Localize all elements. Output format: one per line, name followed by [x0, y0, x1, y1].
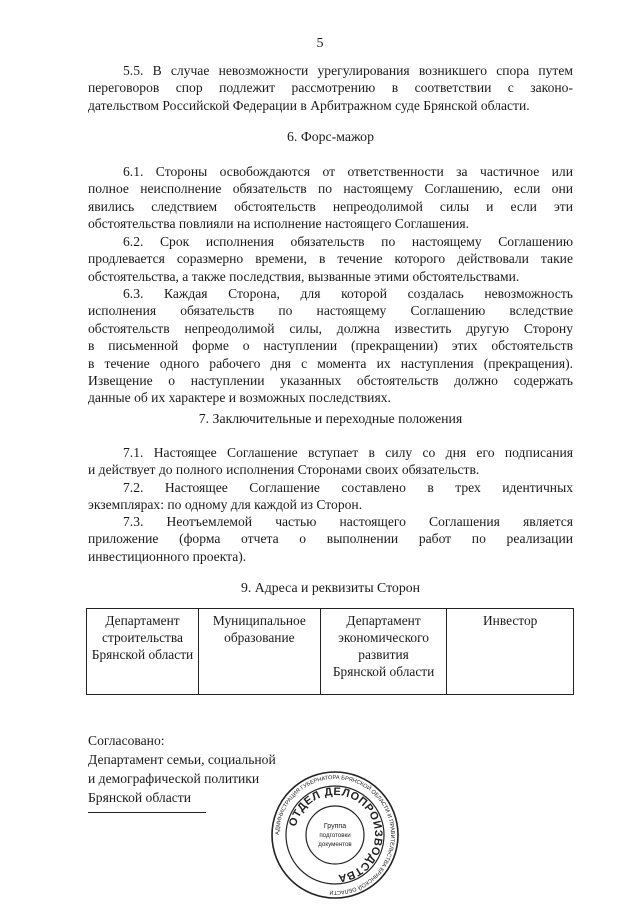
official-stamp: [270, 770, 400, 900]
cell-line: Брянской области: [332, 664, 435, 679]
approval-line: и демографической политики: [88, 771, 260, 786]
section-heading-7: 7. Заключительные и переходные положения: [198, 411, 463, 426]
cell-line: Инвестор: [482, 613, 538, 628]
clause-line: 6.3. Каждая Сторона, для которой создалась невозможность: [123, 286, 573, 301]
clause-line: в письменной форме о наступлении (прекращении) этих обстоятельств: [88, 338, 573, 354]
clause-line: обстоятельства, а также последствия, вызванные этими обстоятельствами.: [88, 268, 520, 284]
cell-line: Муниципальное: [212, 613, 306, 628]
section-heading-9: 9. Адреса и реквизиты Сторон: [241, 580, 420, 595]
clause-line: данные об их характере и возможных последствиях.: [88, 390, 391, 406]
clause-6-3: [88, 285, 573, 407]
stamp-center-line: подготовки: [319, 832, 351, 839]
clause-7-2: [88, 479, 573, 514]
clause-line: полное неисполнение обязательств по настоящему Соглашению, если они: [88, 181, 573, 197]
approval-line: Брянской области: [88, 790, 191, 805]
cell-line: экономического: [338, 630, 429, 645]
clause-line: инвестиционного проекта).: [88, 548, 247, 564]
approval-line: Департамент семьи, социальной: [88, 752, 276, 767]
stamp-ring-text: ОТДЕЛ ДЕЛОПРОИЗВОДСТВА: [286, 785, 385, 885]
clause-6-1: [88, 163, 573, 233]
table-cell-investor: [447, 609, 574, 695]
table-cell-dept-construction: [87, 609, 199, 695]
table-cell-municipality: [199, 609, 321, 695]
clause-line: продлевается соразмерно времени, в течение которого действовали такие: [88, 251, 573, 267]
cell-line: развития: [358, 647, 409, 662]
cell-line: Брянской области: [91, 647, 194, 662]
cell-line: образование: [224, 630, 295, 645]
clause-7-3: [88, 513, 573, 565]
clause-line: дательством Российской Федерации в Арбитражном суде Брянской области.: [88, 97, 530, 113]
clause-line: экземплярах: по одному для каждой из Сторон.: [88, 497, 363, 513]
clause-line: и действует до полного исполнения Сторонами своих обязательств.: [88, 462, 480, 478]
clause-line: в течение одного рабочего дня с момента их наступления (прекращения).: [88, 355, 573, 371]
requisites-table: [86, 608, 574, 695]
clause-line: обстоятельства повлияли на исполнение настоящего Соглашения.: [88, 216, 470, 232]
clause-line: 7.2. Настоящее Соглашение составлено в трех идентичных: [123, 480, 573, 495]
clause-line: переговоров спор подлежит рассмотрению в соответствии с законо-: [88, 80, 573, 96]
clause-line: Извещение о наступлении указанных обстоятельств должно содержать: [88, 373, 573, 389]
page-number: 5: [316, 36, 324, 51]
clause-line: обстоятельств непреодолимой силы, должна известить другую Сторону: [88, 320, 573, 336]
stamp-center-line: Группа: [323, 823, 347, 830]
clause-5-5: [88, 62, 573, 114]
cell-line: Департамент: [346, 613, 421, 628]
clause-line: приложение (форма отчета о выполнении работ по реализации: [88, 531, 573, 547]
clause-line: 6.2. Срок исполнения обязательств по настоящему Соглашению: [123, 234, 573, 249]
signature-line: [88, 812, 206, 813]
stamp-center-line: документов: [318, 841, 352, 848]
clause-line: исполнения обязательств по настоящему Соглашению вследствие: [88, 303, 573, 319]
clause-6-2: [88, 233, 573, 285]
clause-line: 7.3. Неотъемлемой частью настоящего Соглашения является: [123, 514, 573, 529]
clause-7-1: [88, 444, 573, 479]
cell-line: строительства: [102, 630, 183, 645]
clause-line: 5.5. В случае невозможности урегулирования возникшего спора путем: [123, 63, 573, 78]
approval-title: Согласовано:: [88, 733, 165, 748]
table-row: [87, 609, 574, 695]
section-heading-6: 6. Форс-мажор: [287, 129, 374, 144]
approval-block: [88, 731, 276, 807]
clause-line: 6.1. Стороны освобождаются от ответственности за частичное или: [123, 164, 573, 179]
table-cell-dept-economic: [320, 609, 447, 695]
clause-line: 7.1. Настоящее Соглашение вступает в силу со дня его подписания: [123, 445, 573, 460]
stamp-outer-text: АДМИНИСТРАЦИЯ ГУБЕРНАТОРА БРЯНСКОЙ ОБЛАСТИ И ПРАВИТЕЛЬСТВА БРЯНСКОЙ ОБЛАСТИ: [274, 774, 396, 896]
cell-line: Департамент: [105, 613, 180, 628]
clause-line: явились следствием обстоятельств непреодолимой силы и если эти: [88, 198, 573, 214]
